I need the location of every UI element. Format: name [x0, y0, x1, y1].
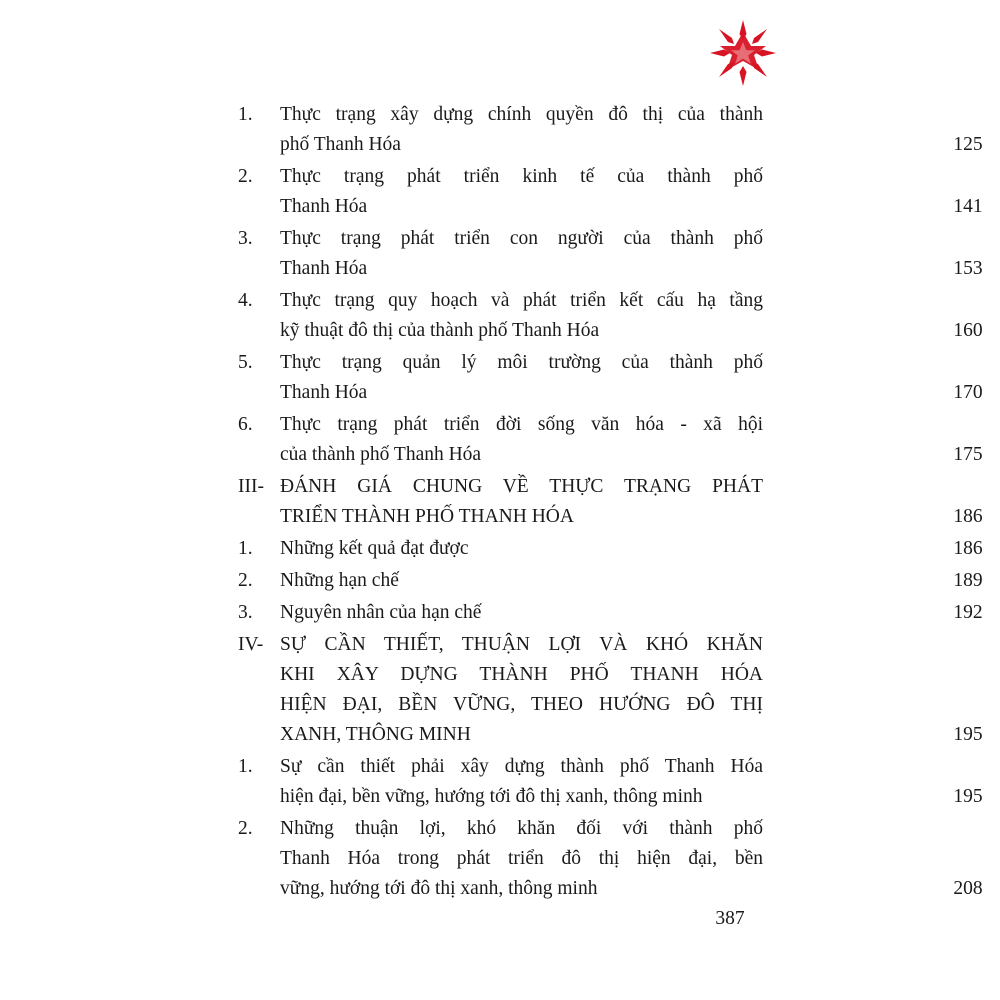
toc-entry[interactable] [238, 566, 983, 596]
toc-entry-number: 1. [238, 104, 253, 125]
toc-entry[interactable] [238, 752, 983, 812]
toc-entry-title-line: HIỆN ĐẠI, BỀN VỮNG, THEO HƯỚNG ĐÔ THỊ [280, 694, 763, 715]
toc-entry-title-line: Sự cần thiết phải xây dựng thành phố Thanh Hóa [280, 756, 763, 777]
toc-entry-number: 5. [238, 352, 253, 373]
toc-entry-number: 2. [238, 166, 253, 187]
toc-entry[interactable] [238, 224, 983, 284]
toc-entry-title-line: ĐÁNH GIÁ CHUNG VỀ THỰC TRẠNG PHÁT [280, 476, 763, 497]
toc-entry-title-line: của thành phố Thanh Hóa [280, 444, 482, 465]
toc-entry-title-line: Thực trạng phát triển con người của thành phố [280, 228, 763, 249]
toc-entry-number: 1. [238, 538, 253, 559]
toc-entry-title [280, 814, 763, 904]
toc-entry-title-line: Những kết quả đạt được [280, 538, 469, 559]
toc-entry[interactable] [238, 598, 983, 628]
toc-entry-title-line: hiện đại, bền vững, hướng tới đô thị xanh, thông minh [280, 786, 703, 807]
toc-entry-title-line: Thanh Hóa [280, 258, 368, 279]
toc-entry-title [280, 752, 763, 812]
toc-entry-page-number: 160 [953, 320, 983, 341]
toc-entry-number: 6. [238, 414, 253, 435]
toc-entry[interactable] [238, 814, 983, 904]
toc-entry-title [280, 162, 763, 222]
toc-entry-title [280, 566, 763, 596]
folio-number: 387 [715, 908, 745, 929]
toc-entry-title [280, 534, 763, 564]
toc-entry-title [280, 224, 763, 284]
toc-entry[interactable] [238, 162, 983, 222]
toc-entry-page-number: 175 [953, 444, 983, 465]
toc-entry-page-number: 208 [953, 878, 983, 899]
toc-entry[interactable] [238, 534, 983, 564]
toc-entry-title-line: SỰ CẦN THIẾT, THUẬN LỢI VÀ KHÓ KHĂN [280, 634, 763, 655]
toc-entry-title [280, 472, 763, 532]
toc-entry-number: 3. [238, 602, 253, 623]
toc-entry[interactable] [238, 410, 983, 470]
toc-entry-title [280, 286, 763, 346]
toc-entry-page-number: 189 [953, 570, 983, 591]
toc-entry[interactable] [238, 472, 983, 532]
toc-entry-number: 2. [238, 818, 253, 839]
toc-entry-title [280, 598, 763, 628]
toc-entry-page-number: 170 [953, 382, 983, 403]
toc-entry-page-number: 195 [953, 786, 983, 807]
toc-entry-title [280, 410, 763, 470]
toc-entry-title-line: TRIỂN THÀNH PHỐ THANH HÓA [280, 506, 574, 527]
toc-entry[interactable] [238, 100, 983, 160]
toc-entry[interactable] [238, 630, 983, 750]
toc-entry-number: III- [238, 476, 264, 497]
toc-entry-title-line: XANH, THÔNG MINH [280, 724, 471, 745]
toc-entry-title-line: Thực trạng quy hoạch và phát triển kết cấu hạ tầng [280, 290, 763, 311]
toc-entry-number: 3. [238, 228, 253, 249]
red-star-ornament [708, 18, 778, 88]
toc-entry-title-line: KHI XÂY DỰNG THÀNH PHỐ THANH HÓA [280, 664, 763, 685]
toc-entry-title-line: Thực trạng phát triển kinh tế của thành phố [280, 166, 763, 187]
toc-entry-page-number: 186 [953, 506, 983, 527]
toc-entry-title [280, 630, 763, 750]
toc-entry-title-line: Thực trạng xây dựng chính quyền đô thị của thành [280, 104, 763, 125]
toc-entry-title-line: Thực trạng phát triển đời sống văn hóa - xã hội [280, 414, 763, 435]
toc-entry-page-number: 186 [953, 538, 983, 559]
toc-entry-title-line: Thanh Hóa trong phát triển đô thị hiện đại, bền [280, 848, 763, 869]
table-of-contents [238, 100, 983, 906]
toc-entry-title-line: Nguyên nhân của hạn chế [280, 602, 482, 623]
toc-entry-title [280, 348, 763, 408]
toc-entry-number: IV- [238, 634, 264, 655]
toc-entry-title-line: Những hạn chế [280, 570, 399, 591]
toc-entry-title [280, 100, 763, 160]
toc-entry-title-line: Những thuận lợi, khó khăn đối với thành phố [280, 818, 763, 839]
toc-entry-number: 1. [238, 756, 253, 777]
toc-entry[interactable] [238, 286, 983, 346]
toc-entry-title-line: Thanh Hóa [280, 382, 368, 403]
toc-entry-title-line: phố Thanh Hóa [280, 134, 401, 155]
toc-entry-title-line: Thực trạng quản lý môi trường của thành phố [280, 352, 763, 373]
toc-entry-page-number: 125 [953, 134, 983, 155]
toc-entry-title-line: Thanh Hóa [280, 196, 368, 217]
toc-entry-title-line: kỹ thuật đô thị của thành phố Thanh Hóa [280, 320, 600, 341]
toc-entry[interactable] [238, 348, 983, 408]
toc-entry-number: 4. [238, 290, 253, 311]
toc-entry-page-number: 195 [953, 724, 983, 745]
toc-entry-page-number: 192 [953, 602, 983, 623]
toc-entry-page-number: 153 [953, 258, 983, 279]
toc-entry-number: 2. [238, 570, 253, 591]
toc-entry-page-number: 141 [953, 196, 983, 217]
toc-entry-title-line: vững, hướng tới đô thị xanh, thông minh [280, 878, 598, 899]
